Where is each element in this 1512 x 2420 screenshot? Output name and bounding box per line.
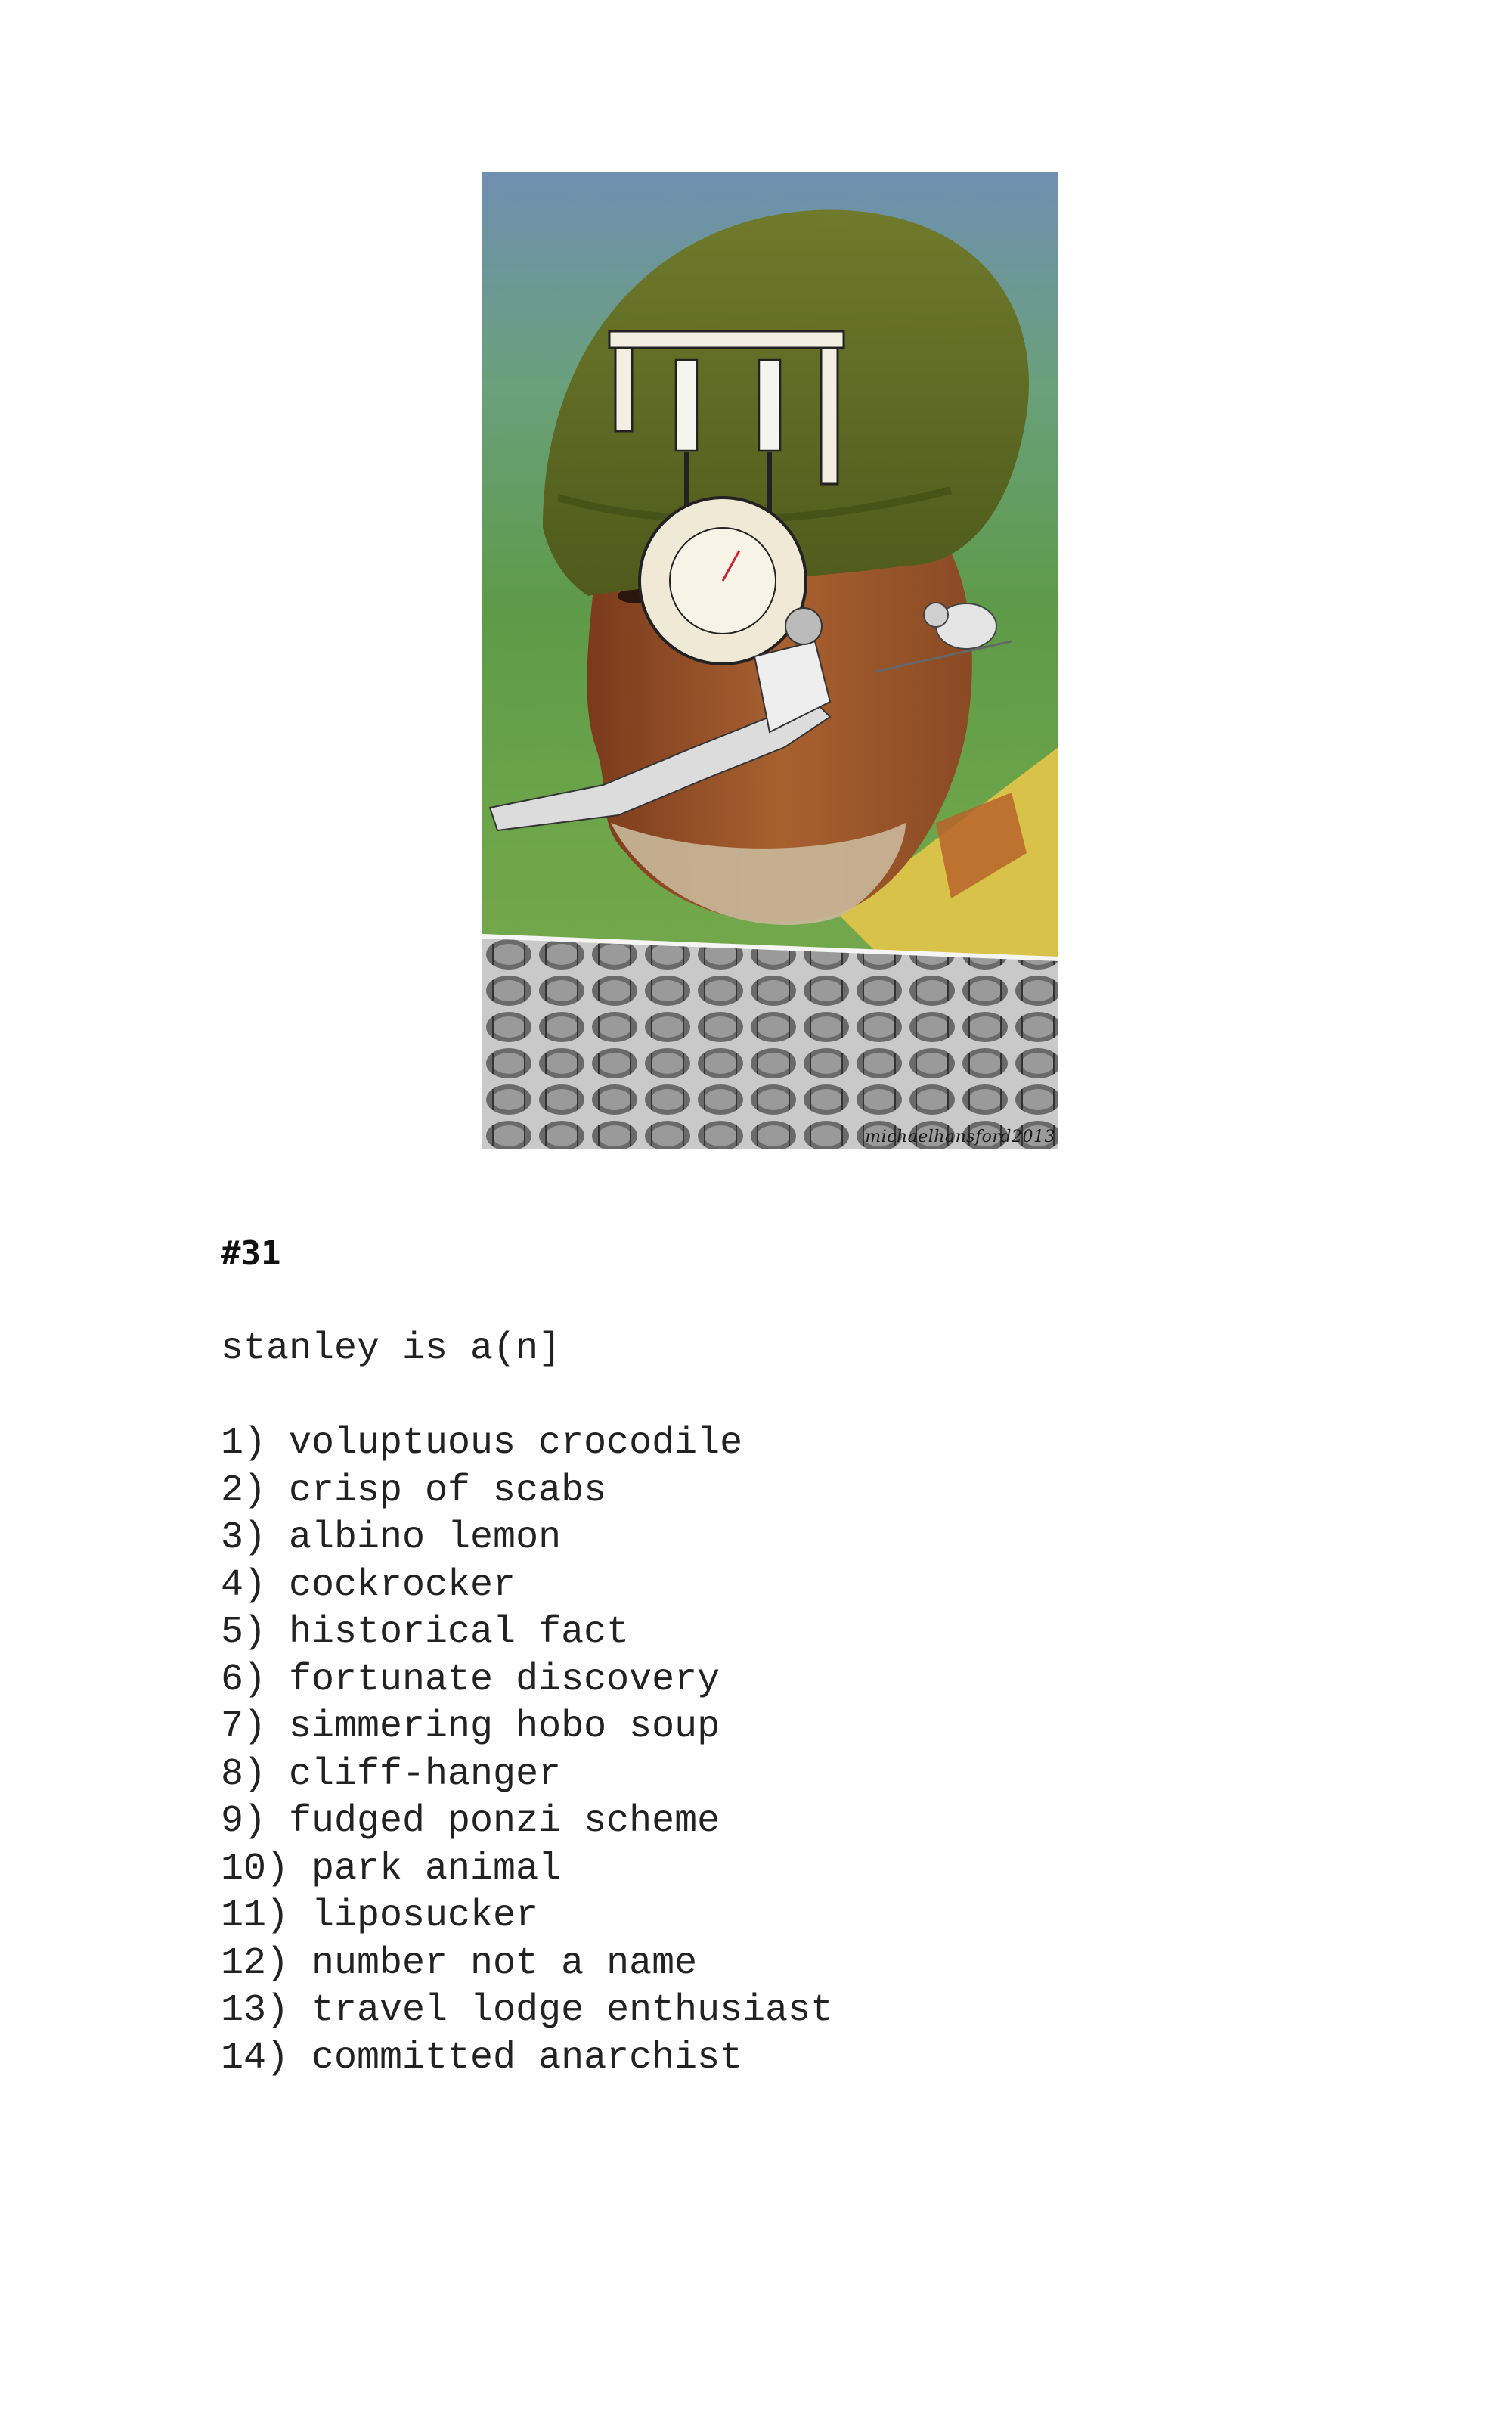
list-item: 10) park animal <box>221 1847 562 1891</box>
list-item: 8) cliff-hanger <box>221 1752 562 1796</box>
artist-signature: michaelhansford2013 <box>865 1128 1055 1146</box>
list-item: 1) voluptuous crocodile <box>221 1422 743 1465</box>
list-item: 9) fudged ponzi scheme <box>221 1800 720 1843</box>
list-item: 12) number not a name <box>221 1941 698 1985</box>
list-item: 5) historical fact <box>221 1611 630 1654</box>
list-item: 4) cockrocker <box>221 1563 516 1607</box>
collage-illustration <box>482 172 1058 1150</box>
list-item: 13) travel lodge enthusiast <box>221 1989 834 2032</box>
list-item: 11) liposucker <box>221 1894 539 1938</box>
list-item: 2) crisp of scabs <box>221 1469 607 1512</box>
list-item: 7) simmering hobo soup <box>221 1705 720 1748</box>
options-list <box>221 1420 833 2082</box>
page-heading: #31 <box>221 1234 281 1273</box>
list-item: 14) committed anarchist <box>221 2036 743 2080</box>
list-item: 6) fortunate discovery <box>221 1658 720 1702</box>
collage-artwork <box>482 172 1058 1150</box>
intro-line: stanley is a(n] <box>221 1327 562 1370</box>
barrels-image <box>482 936 1058 1150</box>
list-item: 3) albino lemon <box>221 1516 562 1559</box>
